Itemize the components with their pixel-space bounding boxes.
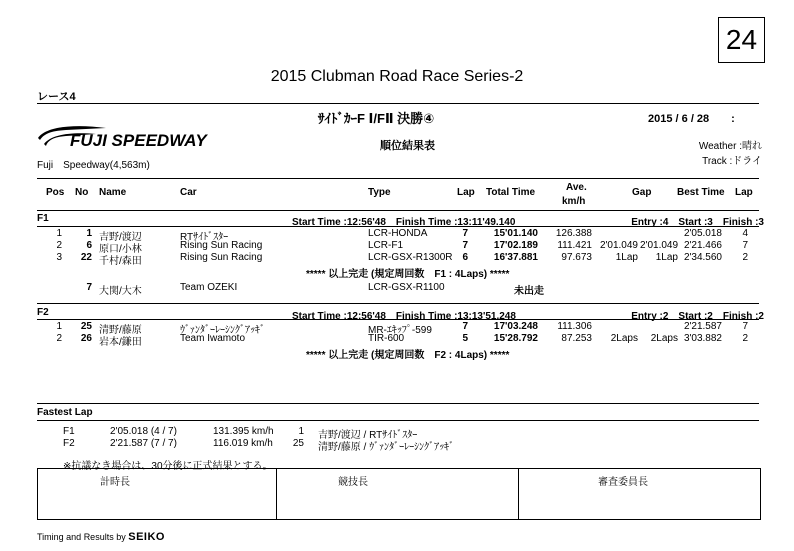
team-name: Rising Sun Racing (180, 240, 263, 251)
car-number: 22 (80, 252, 92, 263)
header-total-time: Total Time (486, 187, 536, 198)
signature-box (37, 468, 761, 520)
gap-to-leader: 2Laps (610, 333, 638, 344)
position: 3 (56, 252, 62, 263)
best-time: 2'21.466 (683, 240, 722, 251)
dns-status: 未出走 (514, 286, 544, 297)
gap-to-previous: 2'01.049 (640, 240, 679, 251)
best-lap-number: 2 (742, 252, 748, 263)
results-table-title: 順位結果表 (380, 140, 435, 152)
team-name: RTｻｲﾄﾞｽﾀｰ (180, 232, 229, 243)
average-speed: 97.673 (561, 252, 592, 263)
f2-complete-note: ***** 以上完走 (規定周回数 F2 : 4Laps) ***** (306, 350, 510, 361)
team-name: Rising Sun Racing (180, 252, 263, 263)
divider (37, 103, 759, 104)
total-time: 17'03.248 (493, 321, 538, 332)
fastest-lap-class: F1 (63, 426, 75, 437)
fastest-lap-driver: 吉野/渡辺 / RTｻｲﾄﾞｽﾀｰ (318, 430, 418, 441)
laps: 7 (462, 240, 468, 251)
circuit-name: Fuji Speedway(4,563m) (37, 160, 150, 171)
header-lap: Lap (457, 187, 475, 198)
header-no: No (75, 187, 89, 198)
f1-complete-note: ***** 以上完走 (規定周回数 F1 : 4Laps) ***** (306, 269, 510, 280)
car-number: 1 (86, 228, 92, 239)
table-top-border (37, 178, 759, 179)
total-time: 16'37.881 (493, 252, 538, 263)
driver-names: 千村/森田 (99, 256, 142, 267)
event-title: 2015 Clubman Road Race Series-2 (270, 68, 524, 85)
footer-credit: Timing and Results by (37, 532, 126, 542)
f2-times: Start Time :12:56'48 Finish Time :13:13'51.248 (292, 311, 516, 322)
header-name: Name (99, 187, 127, 198)
gap-to-previous: 1Lap (655, 252, 678, 263)
header-best-lap: Lap (735, 187, 753, 198)
fastest-lap-top-border (37, 403, 759, 404)
header-bottom-border (37, 210, 759, 211)
f1-times: Start Time :12:56'48 Finish Time :13:11'49.140 (292, 217, 516, 228)
team-name: Team Iwamoto (180, 333, 246, 344)
position: 2 (56, 333, 62, 344)
gap-to-leader: 2'01.049 (599, 240, 638, 251)
fastest-lap-driver: 清野/藤原 / ｳﾞｧﾝﾀﾞｰﾚｰｼﾝｸﾞｱｯｷﾞ (318, 442, 455, 453)
header-ave: Ave. (566, 182, 587, 193)
steward-label: 審査委員長 (598, 477, 648, 488)
average-speed: 111.306 (557, 321, 592, 332)
dns-driver-name: 大関/大木 (99, 286, 142, 297)
machine-type: MR-ｴｷｯﾌﾟ-599 (368, 325, 432, 336)
machine-type: LCR-HONDA (368, 228, 428, 239)
dns-team: Team OZEKI (180, 282, 238, 293)
header-car: Car (180, 187, 197, 198)
fastest-lap-class: F2 (63, 438, 75, 449)
timekeeper-label: 計時長 (100, 477, 130, 488)
laps: 6 (462, 252, 468, 263)
average-speed: 126.388 (555, 228, 592, 239)
machine-type: TIR-600 (368, 333, 405, 344)
best-lap-number: 4 (742, 228, 748, 239)
position: 2 (56, 240, 62, 251)
position: 1 (56, 228, 62, 239)
weather: Weather :晴れ (698, 141, 762, 152)
fuji-speedway-logo (36, 124, 246, 154)
f1-counts: Entry :4 Start :3 Finish :3 (631, 217, 764, 228)
fastest-lap-car-number: 25 (292, 438, 304, 449)
fastest-lap-speed: 116.019 km/h (213, 438, 273, 449)
svg-text:FUJI SPEEDWAY: FUJI SPEEDWAY (70, 131, 207, 150)
best-time: 2'34.560 (683, 252, 722, 263)
total-time: 17'02.189 (493, 240, 538, 251)
average-speed: 87.253 (561, 333, 592, 344)
header-gap: Gap (632, 187, 652, 198)
best-lap-number: 2 (742, 333, 748, 344)
laps: 5 (462, 333, 468, 344)
footer (37, 531, 165, 543)
dns-car-number: 7 (86, 282, 92, 293)
position: 1 (56, 321, 62, 332)
header-best-time: Best Time (677, 187, 725, 198)
header-type: Type (368, 187, 391, 198)
fastest-lap-speed: 131.395 km/h (213, 426, 274, 437)
driver-names: 清野/藤原 (99, 325, 142, 336)
car-number: 25 (80, 321, 92, 332)
divider (37, 420, 759, 421)
machine-type: LCR-GSX-R1300R (368, 252, 453, 263)
best-time: 2'21.587 (683, 321, 722, 332)
best-time: 2'05.018 (683, 228, 722, 239)
laps: 7 (462, 321, 468, 332)
best-lap-number: 7 (742, 240, 748, 251)
fastest-lap-car-number: 1 (298, 426, 304, 437)
f2-counts: Entry :2 Start :2 Finish :2 (631, 311, 764, 322)
class-label-f1: F1 (37, 213, 49, 224)
fastest-lap-time: 2'05.018 (4 / 7) (110, 426, 177, 437)
track-condition: Track :ドライ (702, 156, 762, 167)
average-speed: 111.421 (557, 240, 592, 251)
divider (518, 469, 519, 519)
car-number: 26 (80, 333, 92, 344)
fastest-lap-time: 2'21.587 (7 / 7) (110, 438, 177, 449)
total-time: 15'01.140 (493, 228, 538, 239)
header-kmh: km/h (562, 196, 586, 207)
class-label-f2: F2 (37, 307, 49, 318)
race-label: レース4 (37, 91, 76, 103)
gap-to-leader: 1Lap (615, 252, 638, 263)
divider (37, 226, 759, 227)
section-divider (37, 303, 759, 304)
gap-to-previous: 2Laps (650, 333, 678, 344)
fastest-lap-title: Fastest Lap (37, 407, 93, 418)
seiko-logo: SEIKO (128, 531, 165, 543)
driver-names: 吉野/渡辺 (99, 232, 142, 243)
protest-note: ※抗議なき場合は、30分後に正式結果とする。 (63, 461, 273, 472)
machine-type: LCR-F1 (368, 240, 404, 251)
best-lap-number: 7 (742, 321, 748, 332)
header-pos: Pos (46, 187, 65, 198)
driver-names: 原口/小林 (99, 244, 142, 255)
team-name: ｳﾞｧﾝﾀﾞｰﾚｰｼﾝｸﾞｱｯｷﾞ (180, 325, 265, 336)
divider (276, 469, 277, 519)
total-time: 15'28.792 (493, 333, 538, 344)
dns-machine-type: LCR-GSX-R1100 (368, 282, 445, 293)
session-title: ｻｲﾄﾞｶｰF Ⅰ/FⅡ 決勝④ (318, 111, 435, 126)
divider (37, 319, 759, 320)
driver-names: 岩本/鎌田 (99, 337, 142, 348)
clerk-of-course-label: 競技長 (338, 477, 368, 488)
car-number: 6 (86, 240, 92, 251)
laps: 7 (462, 228, 468, 239)
race-date: 2015 / 6 / 28 : (648, 113, 735, 125)
best-time: 3'03.882 (683, 333, 722, 344)
page-number: 24 (718, 17, 765, 63)
